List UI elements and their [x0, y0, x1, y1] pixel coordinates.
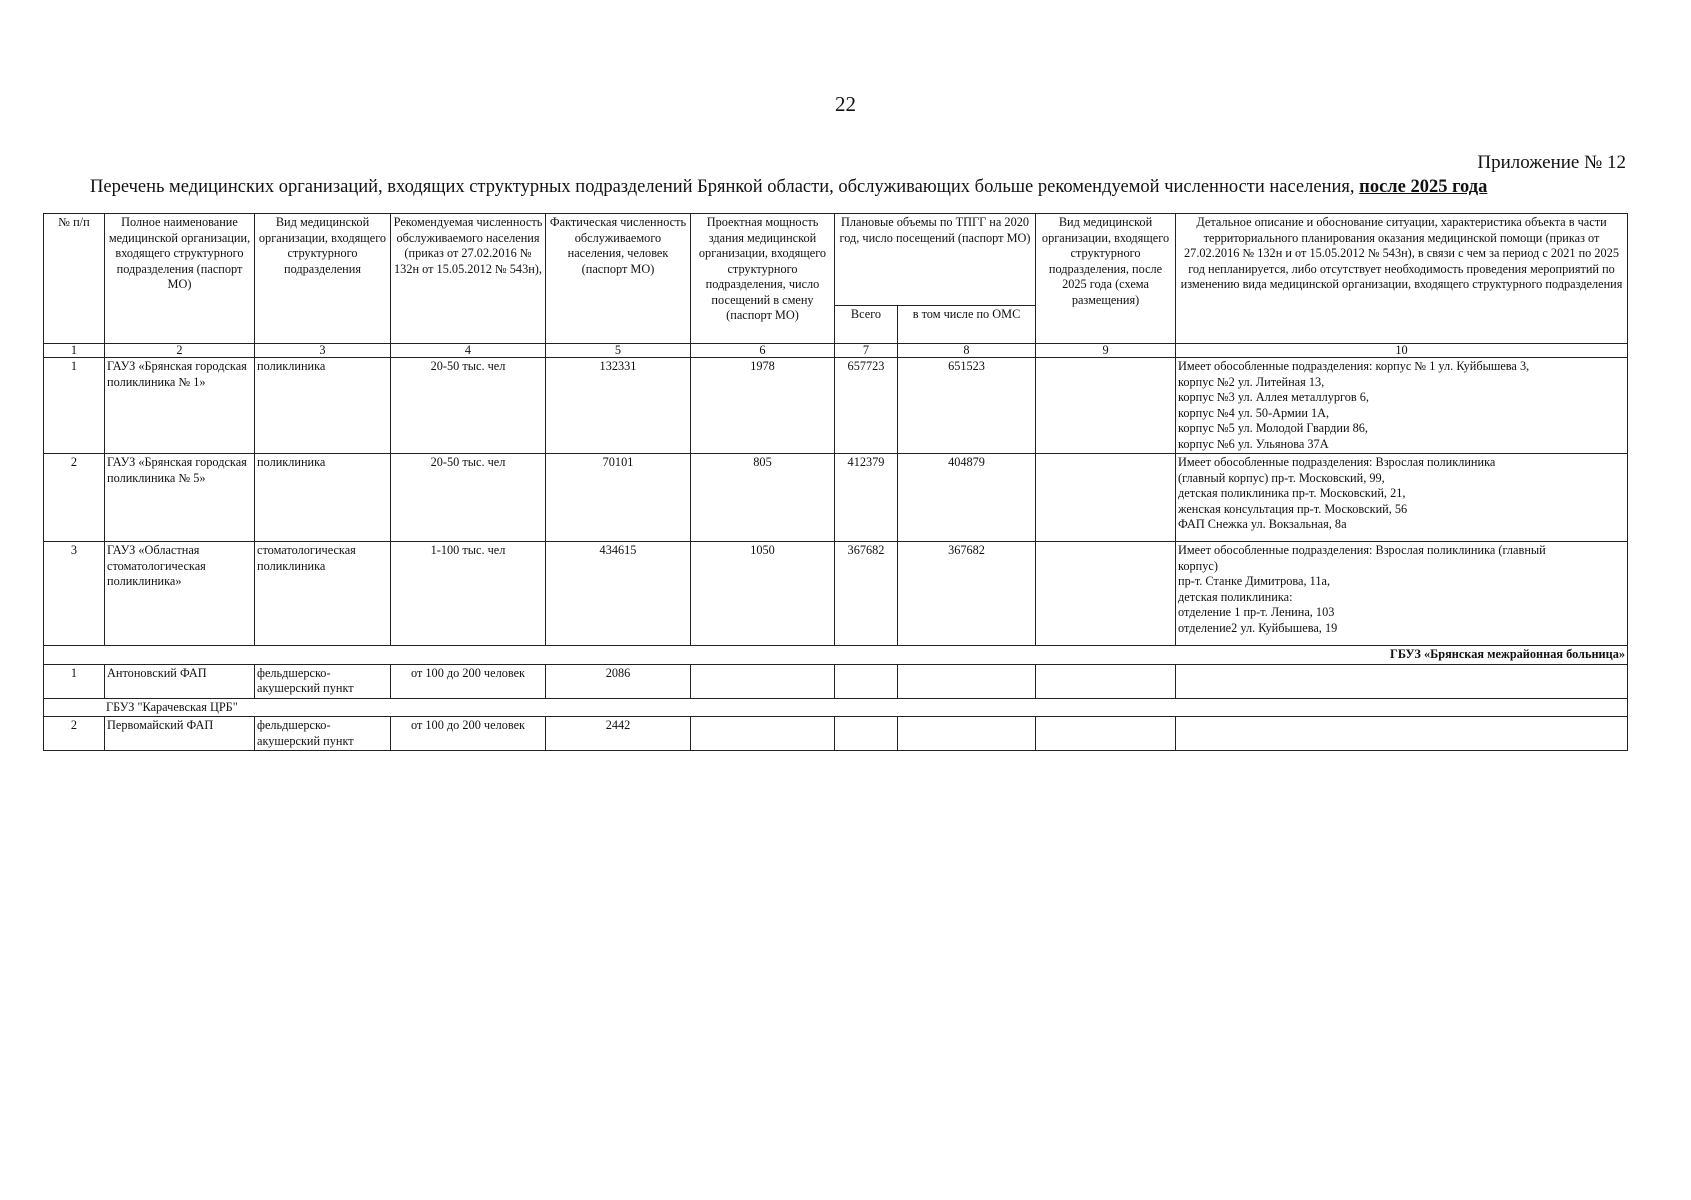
col-number: 3 — [255, 344, 391, 358]
empty-cell — [691, 717, 835, 751]
description-line: Имеет обособленные подразделения: корпус № 1 ул. Куйбышева 3, — [1178, 359, 1530, 373]
description-line: отделение 1 пр-т. Ленина, 103 — [1178, 605, 1335, 619]
recommended-population: от 100 до 200 человек — [391, 664, 546, 698]
empty-cell — [835, 664, 898, 698]
col-number: 6 — [691, 344, 835, 358]
org-type: стоматологическая поликлиника — [255, 542, 391, 646]
table-row — [44, 664, 1628, 698]
empty-cell — [1176, 717, 1628, 751]
actual-population: 132331 — [546, 358, 691, 454]
recommended-population: 20-50 тыс. чел — [391, 358, 546, 454]
page-number: 22 — [835, 92, 856, 116]
description-line: женская консультация пр-т. Московский, 56 — [1178, 501, 1408, 516]
description-cell — [1176, 454, 1628, 542]
header-col9: Вид медицинской организации, входящего структурного подразделения, после 2025 года (схема размещения) — [1036, 214, 1176, 344]
recommended-population: 1-100 тыс. чел — [391, 542, 546, 646]
description-line: корпус №6 ул. Ульянова 37А — [1178, 436, 1329, 451]
description-line: ФАП Снежка ул. Вокзальная, 8а — [1178, 517, 1347, 531]
type-after-2025 — [1036, 358, 1176, 454]
description-line: (главный корпус) пр-т. Московский, 99, — [1178, 470, 1385, 485]
empty-cell — [1036, 664, 1176, 698]
description-line: Имеет обособленные подразделения: Взрослая поликлиника — [1178, 455, 1496, 469]
row-number: 1 — [44, 358, 105, 454]
visits-oms: 367682 — [898, 542, 1036, 646]
section-row — [44, 646, 1628, 665]
header-row — [44, 214, 1628, 306]
column-number-row — [44, 344, 1628, 358]
recommended-population: от 100 до 200 человек — [391, 717, 546, 751]
appendix-label: Приложение № 12 — [1477, 152, 1626, 173]
visits-total: 367682 — [835, 542, 898, 646]
section-row — [44, 698, 1628, 717]
org-type: фельдшерско-акушерский пункт — [255, 717, 391, 751]
org-type: поликлиника — [255, 454, 391, 542]
org-name: ГАУЗ «Брянская городская поликлиника № 1» — [105, 358, 255, 454]
table-row — [44, 454, 1628, 542]
type-after-2025 — [1036, 542, 1176, 646]
col-number: 9 — [1036, 344, 1176, 358]
actual-population: 2442 — [546, 717, 691, 751]
description-line: корпус №2 ул. Литейная 13, — [1178, 374, 1325, 389]
org-name: Первомайский ФАП — [105, 717, 255, 751]
org-name: ГАУЗ «Брянская городская поликлиника № 5» — [105, 454, 255, 542]
table-row — [44, 542, 1628, 646]
org-name: ГАУЗ «Областная стоматологическая поликлиника» — [105, 542, 255, 646]
header-col1: № п/п — [44, 214, 105, 344]
empty-cell — [835, 717, 898, 751]
col-number: 8 — [898, 344, 1036, 358]
empty-cell — [1036, 717, 1176, 751]
org-type: фельдшерско-акушерский пункт — [255, 664, 391, 698]
empty-cell — [1176, 664, 1628, 698]
description-line: отделение2 ул. Куйбышева, 19 — [1178, 620, 1338, 635]
row-number: 3 — [44, 542, 105, 646]
header-col10: Детальное описание и обоснование ситуации, характеристика объекта в части территориального планирования оказания медицинской помощи (приказ от 27.02.2016 № 132н и от 15.05.2012 № 543н), в связи с чем за период с 2021 по 2025 год непланируется, либо отсутствует необходимость проведения мероприятий по изменению вида медицинской организации, входящего структурного подразделения — [1176, 214, 1628, 344]
header-col2: Полное наименование медицинской организации, входящего структурного подразделения (паспорт МО) — [105, 214, 255, 344]
design-capacity: 1050 — [691, 542, 835, 646]
description-line: Имеет обособленные подразделения: Взрослая поликлиника (главный — [1178, 543, 1546, 557]
description-line: детская поликлиника пр-т. Московский, 21, — [1178, 486, 1406, 500]
actual-population: 434615 — [546, 542, 691, 646]
table-row — [44, 717, 1628, 751]
header-col3: Вид медицинской организации, входящего структурного подразделения — [255, 214, 391, 344]
col-number: 2 — [105, 344, 255, 358]
row-number: 2 — [44, 454, 105, 542]
header-col6: Проектная мощность здания медицинской организации, входящего структурного подразделения, число посещений в смену (паспорт МО) — [691, 214, 835, 344]
col-number: 4 — [391, 344, 546, 358]
header-col7: Всего — [835, 306, 898, 344]
empty-cell — [898, 717, 1036, 751]
description-cell — [1176, 358, 1628, 454]
section-label-2: ГБУЗ "Карачевская ЦРБ" — [44, 698, 1628, 717]
description-line: корпус) — [1178, 558, 1218, 573]
visits-total: 412379 — [835, 454, 898, 542]
actual-population: 70101 — [546, 454, 691, 542]
visits-oms: 651523 — [898, 358, 1036, 454]
col-number: 1 — [44, 344, 105, 358]
row-number: 1 — [44, 664, 105, 698]
col-number: 5 — [546, 344, 691, 358]
design-capacity: 805 — [691, 454, 835, 542]
empty-cell — [898, 664, 1036, 698]
col-number: 10 — [1176, 344, 1628, 358]
header-col78: Плановые объемы по ТПГГ на 2020 год, число посещений (паспорт МО) — [835, 214, 1036, 306]
header-col4: Рекомендуемая численность обслуживаемого населения (приказ от 27.02.2016 № 132н от 15.05.2012 № 543н), — [391, 214, 546, 344]
description-line: детская поликлиника: — [1178, 589, 1293, 604]
section-label-1: ГБУЗ «Брянская межрайонная больница» — [44, 646, 1628, 665]
header-col5: Фактическая численность обслуживаемого населения, человек (паспорт МО) — [546, 214, 691, 344]
title-emphasis: после 2025 года — [1359, 177, 1488, 197]
title-main: Перечень медицинских организаций, входящих структурных подразделений Брянкой области, обслуживающих больше рекомендуемой численности населения, — [90, 177, 1360, 197]
col-number: 7 — [835, 344, 898, 358]
type-after-2025 — [1036, 454, 1176, 542]
actual-population: 2086 — [546, 664, 691, 698]
empty-cell — [691, 664, 835, 698]
organizations-table — [43, 213, 1628, 751]
description-line: корпус №4 ул. 50-Армии 1А, — [1178, 405, 1330, 420]
header-col8: в том числе по ОМС — [898, 306, 1036, 344]
description-line: корпус №5 ул. Молодой Гвардии 86, — [1178, 421, 1368, 435]
visits-oms: 404879 — [898, 454, 1036, 542]
document-title — [90, 177, 1487, 198]
design-capacity: 1978 — [691, 358, 835, 454]
description-line: пр-т. Станке Димитрова, 11а, — [1178, 574, 1331, 588]
row-number: 2 — [44, 717, 105, 751]
org-type: поликлиника — [255, 358, 391, 454]
table-row — [44, 358, 1628, 454]
recommended-population: 20-50 тыс. чел — [391, 454, 546, 542]
description-cell — [1176, 542, 1628, 646]
org-name: Антоновский ФАП — [105, 664, 255, 698]
visits-total: 657723 — [835, 358, 898, 454]
description-line: корпус №3 ул. Аллея металлургов 6, — [1178, 390, 1370, 404]
